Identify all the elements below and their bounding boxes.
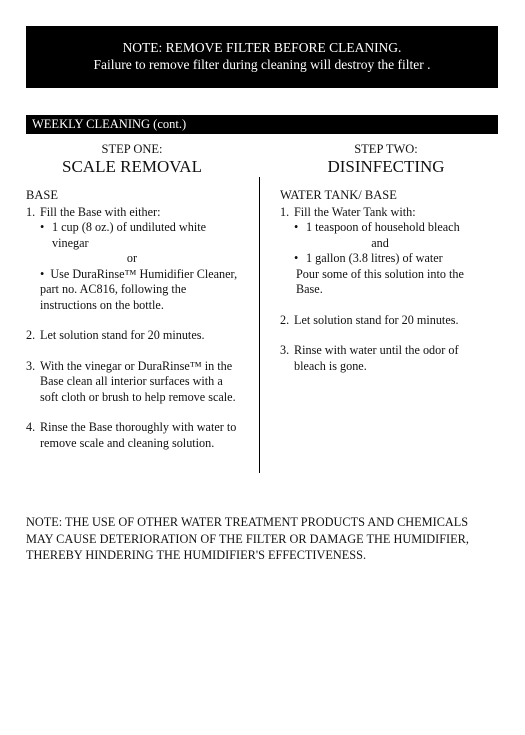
- bullet: •: [40, 220, 45, 234]
- list-item: [26, 420, 238, 451]
- step-two-column: [280, 142, 480, 374]
- item-text: 1 gallon (3.8 litres) of water: [306, 251, 443, 265]
- item-text: Fill the Water Tank with:: [294, 204, 416, 219]
- list-item: [280, 313, 480, 329]
- item-text: 1 cup (8 oz.) of undiluted white vinegar: [52, 220, 206, 250]
- warning-title: NOTE: REMOVE FILTER BEFORE CLEANING.: [122, 40, 402, 55]
- item-number: 2.: [26, 328, 36, 342]
- list-item: [26, 328, 238, 344]
- step-one-label: STEP ONE:: [101, 142, 163, 156]
- section-header: WEEKLY CLEANING (cont.): [26, 115, 498, 134]
- item-text: With the vinegar or DuraRinse™ in the Base clean all interior surfaces with a soft cloth or brush to help remove scale.: [40, 358, 236, 404]
- list-item: [280, 251, 480, 267]
- bullet: •: [40, 266, 45, 281]
- step-one-subhead: BASE: [26, 188, 58, 202]
- filter-warning-box: [26, 26, 498, 88]
- step-one-column: [26, 142, 238, 451]
- step-two-subhead: WATER TANK/ BASE: [280, 188, 397, 202]
- list-item: [280, 220, 480, 236]
- item-text: Let solution stand for 20 minutes.: [40, 328, 205, 342]
- warning-text: Failure to remove filter during cleaning will destroy the filter .: [93, 57, 431, 72]
- or-separator: or: [126, 251, 138, 265]
- pour-instruction: Pour some of this solution into the Base.: [296, 266, 464, 296]
- item-text: Rinse with water until the odor of bleach is gone.: [294, 343, 459, 373]
- list-item: [280, 205, 480, 221]
- item-text: Let solution stand for 20 minutes.: [294, 312, 459, 327]
- list-item: [26, 220, 238, 251]
- chemical-warning-note: NOTE: THE USE OF OTHER WATER TREATMENT PRODUCTS AND CHEMICALS MAY CAUSE DETERIORATION OF THE FILTER OR DAMAGE THE HUMIDIFIER, THEREBY HINDERING THE HUMIDIFIER'S EFFECTIVENESS.: [26, 515, 469, 562]
- item-number: 3.: [280, 343, 290, 357]
- item-number: 1.: [280, 204, 290, 219]
- item-number: 3.: [26, 358, 36, 373]
- item-text: 1 teaspoon of household bleach: [306, 220, 460, 234]
- item-number: 2.: [280, 312, 290, 327]
- list-item: [26, 267, 238, 314]
- and-separator: and: [371, 235, 389, 250]
- list-item: [280, 343, 480, 374]
- step-one-title: SCALE REMOVAL: [62, 157, 202, 176]
- step-two-title: DISINFECTING: [327, 157, 445, 176]
- item-number: 4.: [26, 420, 36, 434]
- bullet: •: [294, 220, 299, 234]
- item-text: Fill the Base with either:: [40, 204, 161, 219]
- item-text: Use DuraRinse™ Humidifier Cleaner, part no. AC816, following the instructions on the bottle.: [40, 266, 238, 312]
- item-text: Rinse the Base thoroughly with water to remove scale and cleaning solution.: [40, 420, 237, 450]
- list-item: [26, 359, 238, 406]
- column-divider: [259, 177, 260, 473]
- item-number: 1.: [26, 204, 36, 219]
- bullet: •: [294, 251, 299, 265]
- step-two-label: STEP TWO:: [354, 142, 418, 156]
- list-item: [26, 205, 238, 221]
